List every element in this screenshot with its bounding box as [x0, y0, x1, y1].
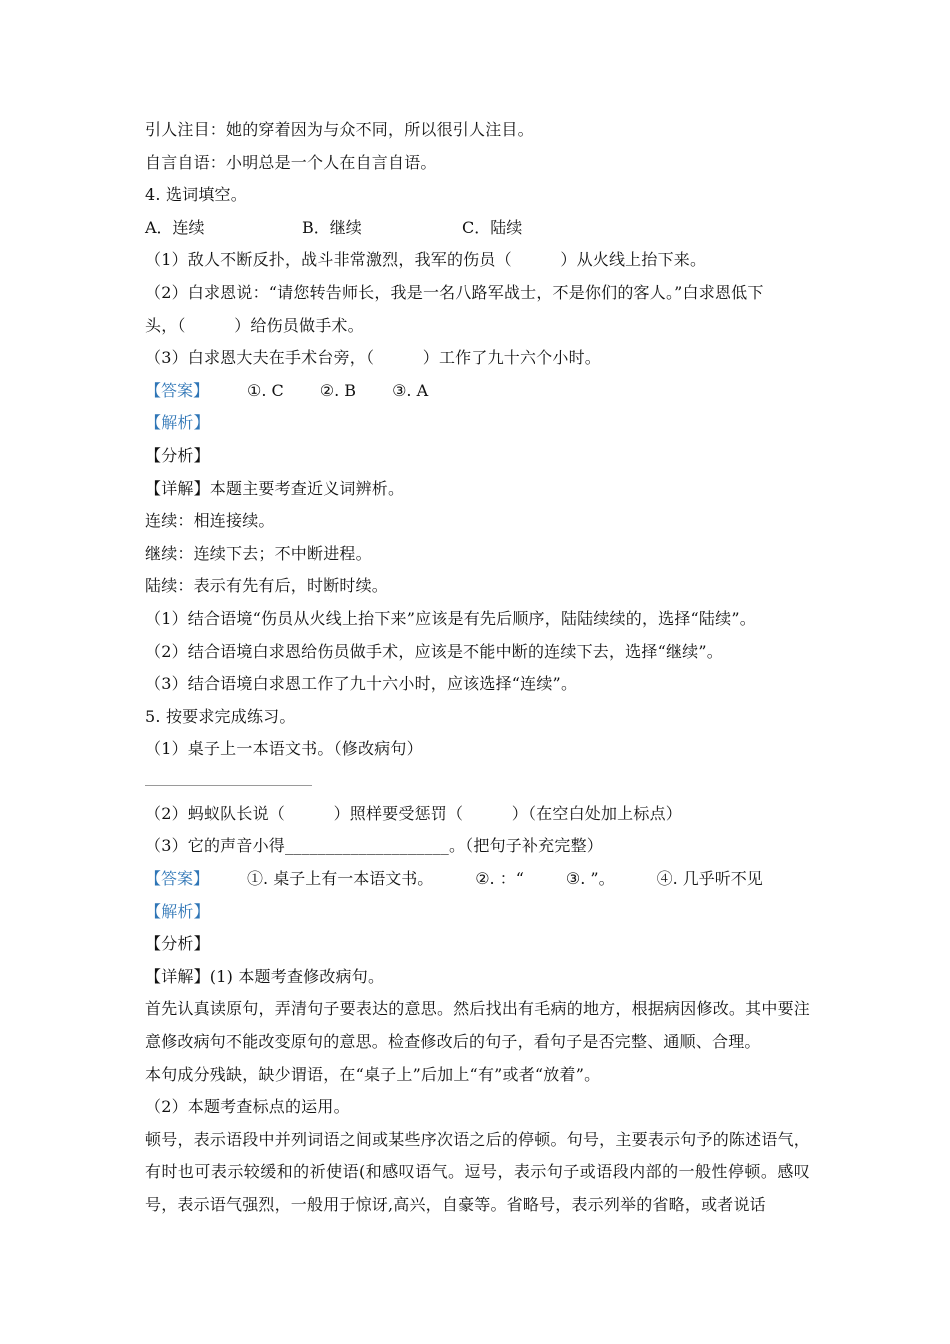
paragraph: 连续：相连接续。 — [145, 511, 275, 531]
option-c: C．陆续 — [462, 217, 523, 237]
answer-item: ③. ”。 — [565, 869, 615, 889]
breakdown-label: 【分析】 — [145, 445, 210, 465]
analysis-label: 【解析】 — [145, 901, 210, 921]
option-b: B．继续 — [302, 217, 362, 237]
question-4-item-1: （1）敌人不断反扑，战斗非常激烈，我军的伤员（ ）从火线上抬下来。 — [145, 250, 707, 270]
paragraph: 本句成分残缺，缺少谓语，在“桌子上”后加上“有”或者“放着”。 — [145, 1064, 601, 1084]
paragraph: 引人注目：她的穿着因为与众不同，所以很引人注目。 — [145, 120, 534, 139]
question-5-item-1: （1）桌子上一本语文书。（修改病句） — [145, 739, 423, 759]
paragraph: （2）本题考查标点的运用。 — [145, 1097, 350, 1117]
paragraph: 继续：连续下去；不中断进程。 — [145, 543, 372, 563]
question-5-item-3: （3）它的声音小得____________________。（把句子补充完整） — [145, 836, 603, 856]
question-4-title: 4. 选词填空。 — [145, 185, 247, 205]
paragraph: 陆续：表示有先有后，时断时续。 — [145, 576, 389, 596]
document-page — [145, 114, 810, 1222]
answer-item: ②. ：“ — [475, 869, 524, 889]
answer-item: ①. 桌子上有一本语文书。 — [247, 869, 434, 889]
answer-label: 【答案】 — [145, 380, 210, 400]
question-4-item-2: （2）白求恩说：“请您转告师长，我是一名八路军战士，不是你们的客人。”白求恩低下 — [145, 282, 764, 302]
paragraph: 顿号，表示语段中并列词语之间或某些序次语之后的停顿。句号，主要表示句予的陈述语气，有时也可表示较缓和的祈使语(和感叹语气。逗号，表示句子或语段内部的一般性停顿。感叹号，表示语气强烈，一般用于惊讶,高兴，自豪等。省略号，表示列举的省略，或者说话 — [145, 1129, 810, 1214]
question-4-options — [145, 212, 810, 245]
paragraph: （1）结合语境“伤员从火线上抬下来”应该是有先后顺序，陆陆续续的，选择“陆续”。 — [145, 608, 756, 628]
answer-item: ①. C — [247, 380, 284, 400]
breakdown-label: 【分析】 — [145, 934, 210, 954]
answer-label: 【答案】 — [145, 869, 210, 889]
question-5-title: 5. 按要求完成练习。 — [145, 706, 296, 726]
question-4-item-3: （3）白求恩大夫在手术台旁，（ ）工作了九十六个小时。 — [145, 348, 601, 368]
analysis-label: 【解析】 — [145, 413, 210, 433]
question-5-answer — [145, 863, 810, 896]
question-4-answer — [145, 375, 810, 408]
paragraph: （2）结合语境白求恩给伤员做手术，应该是不能中断的连续下去，选择“继续”。 — [145, 641, 723, 661]
answer-item: ④. 几乎听不见 — [656, 869, 763, 889]
paragraph: （3）结合语境白求恩工作了九十六小时，应该选择“连续”。 — [145, 674, 578, 694]
detail-paragraph: 【详解】本题主要考查近义词辨析。 — [145, 478, 405, 498]
paragraph: 自言自语：小明总是一个人在自言自语。 — [145, 152, 437, 172]
option-a: A．连续 — [145, 217, 205, 237]
answer-blank-line — [145, 785, 312, 786]
detail-paragraph: 【详解】(1) 本题考查修改病句。 — [145, 966, 385, 986]
paragraph: 首先认真读原句，弄清句子要表达的意思。然后找出有毛病的地方，根据病因修改。其中要注意修改病句不能改变原句的意思。检查修改后的句子，看句子是否完整、通顺、合理。 — [145, 999, 810, 1052]
question-4-item-2-cont: 头，（ ）给伤员做手术。 — [145, 315, 364, 335]
answer-item: ②. B — [319, 380, 357, 400]
answer-item: ③. A — [392, 380, 429, 400]
question-5-item-2: （2）蚂蚁队长说（ ）照样要受惩罚（ ）（在空白处加上标点） — [145, 803, 682, 823]
